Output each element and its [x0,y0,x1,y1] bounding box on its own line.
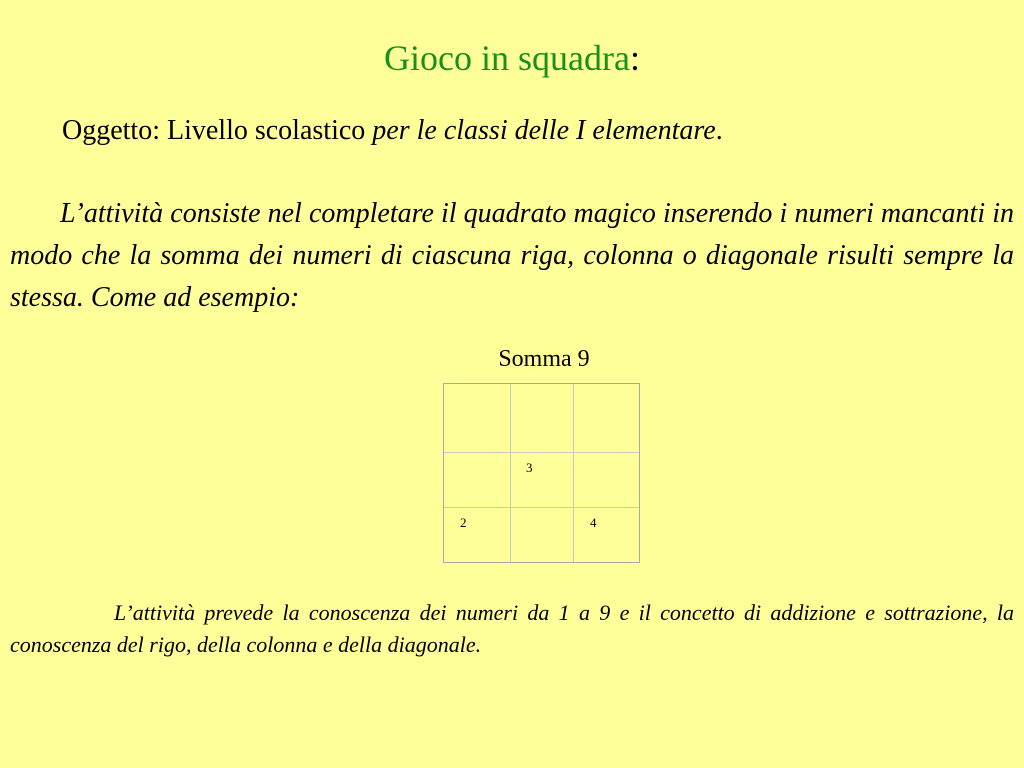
grid-cell: 3 [511,453,574,508]
grid-cell [574,384,639,453]
sum-label: Somma 9 [498,346,590,372]
grid-cell: 2 [444,508,511,562]
subject-label: Oggetto: Livello scolastico [62,115,366,146]
grid-cell [511,508,574,562]
grid-cell [574,453,639,508]
subject-end: . [715,115,723,146]
intro-paragraph: L’attività consiste nel completare il quadrato magico inserendo i numeri mancanti in modo che la somma dei numeri di ciascuna riga, colonna o diagonale risulti sempre la stessa. Come ad esempio: [10,198,1014,313]
subject-line [62,111,723,151]
magic-square-grid [443,383,640,563]
grid-cell: 4 [590,515,597,530]
title-text: Gioco in squadra [384,38,630,78]
grid-cell [444,384,511,453]
grid-cell [511,384,574,453]
note-paragraph: L’attività prevede la conoscenza dei numeri da 1 a 9 e il concetto di addizione e sottrazione, la conoscenza del rigo, della colonna e della diagonale. [10,600,1014,657]
subject-italic: per le classi delle I elementare [372,115,716,146]
slide-title [0,34,1024,82]
grid-cell [444,453,511,508]
title-colon: : [629,38,640,78]
